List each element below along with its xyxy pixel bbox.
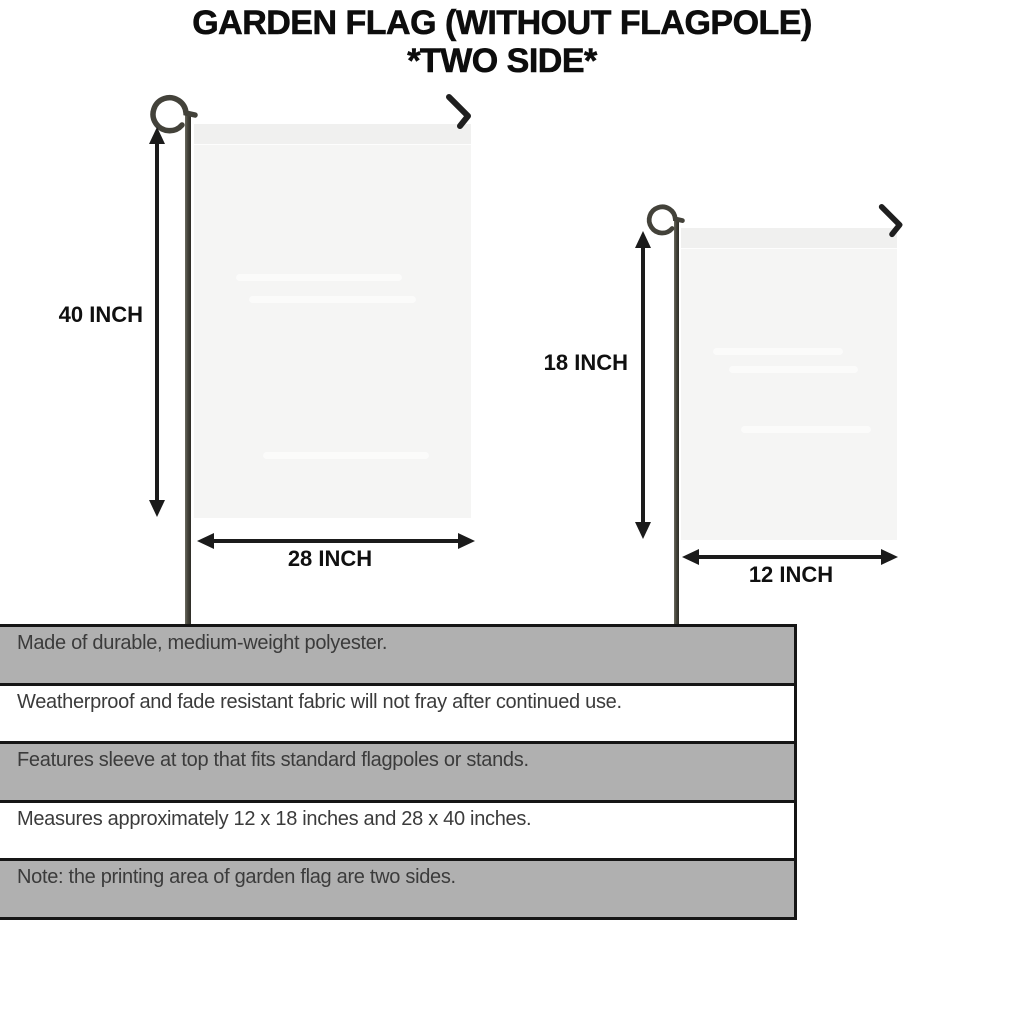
spec-row <box>0 683 794 742</box>
small-flag-hook-icon <box>876 202 910 242</box>
spec-table <box>0 624 797 920</box>
small-flagpole <box>674 220 679 624</box>
spec-row <box>0 627 794 683</box>
spec-row-text: Features sleeve at top that fits standard flagpoles or stands. <box>17 749 529 772</box>
page-subtitle: *TWO SIDE* <box>407 42 597 80</box>
small-flag-sleeve <box>681 228 897 249</box>
spec-row-text: Note: the printing area of garden flag are two sides. <box>17 866 456 889</box>
fold-line <box>249 296 415 303</box>
small-flag-width-label: 12 INCH <box>748 562 834 587</box>
spec-row <box>0 858 794 917</box>
spec-row-text: Measures approximately 12 x 18 inches and 28 x 40 inches. <box>17 807 532 830</box>
large-flag-height-label: 40 INCH <box>58 302 143 327</box>
small-flag-height-arrow <box>632 230 654 540</box>
large-flag-fabric <box>194 124 471 518</box>
fold-line <box>741 426 871 433</box>
spec-row-text: Made of durable, medium-weight polyester. <box>17 632 388 654</box>
large-flag-sleeve <box>194 124 471 145</box>
fold-line <box>729 366 859 373</box>
fold-line <box>236 274 402 281</box>
small-flag-fabric <box>681 228 897 540</box>
spec-row-text: Weatherproof and fade resistant fabric will not fray after continued use. <box>17 690 622 713</box>
fold-line <box>263 452 429 459</box>
large-flag-width-label: 28 INCH <box>287 546 373 571</box>
fold-line <box>713 348 843 355</box>
large-flag-hook-icon <box>443 92 479 134</box>
small-flag-height-label: 18 INCH <box>543 350 628 375</box>
spec-row <box>0 800 794 859</box>
large-flagpole <box>185 112 191 624</box>
spec-row <box>0 741 794 800</box>
title-block <box>0 4 1004 80</box>
large-flag-height-arrow <box>146 126 168 518</box>
page-title: GARDEN FLAG (WITHOUT FLAGPOLE) <box>192 4 812 42</box>
